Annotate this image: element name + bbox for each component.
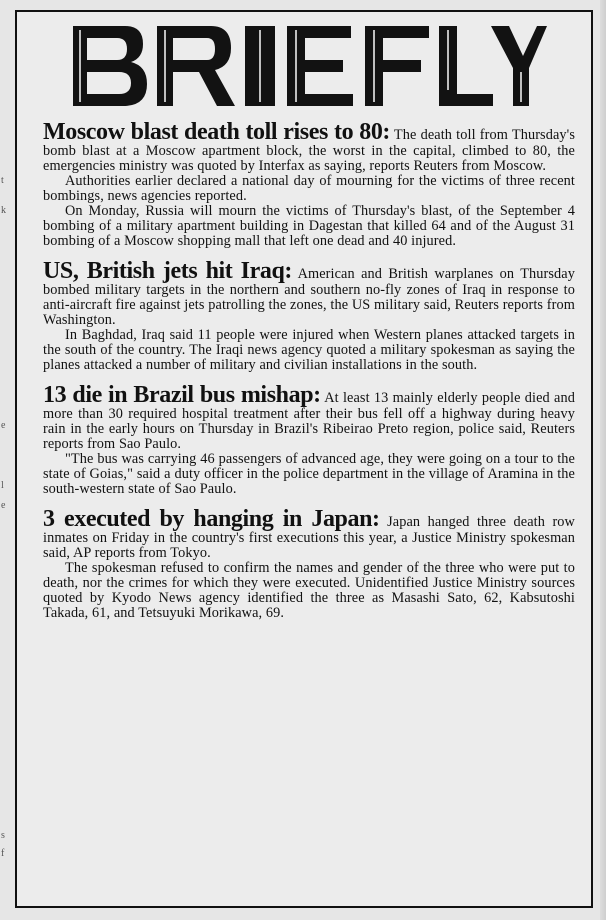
story-paragraph: The spokesman refused to confirm the names and gender of the three who were put to death, nor the crimes for which they were executed. Unidentified Justice Ministry sources quoted by Kyodo News agency identified the three as Masashi Sato, 62, Kabsutoshi Takada, 61, and Tetsuyuki Morikawa, 69. — [43, 560, 575, 621]
story-iraq — [43, 259, 575, 373]
left-margin-bleed: t k e l e s f — [1, 175, 6, 859]
masthead — [73, 20, 547, 112]
story-paragraph: On Monday, Russia will mourn the victims of Thursday's blast, of the September 4 bombing of a military apartment building in Dagestan that killed 64 and of the August 31 bombing of a Moscow shopping mall that left one dead and 40 injured. — [43, 203, 575, 249]
briefs-column — [43, 120, 575, 631]
story-lead: Japan hanged three death row inmates on Friday in the country's first executions this year, a Justice Ministry spokesman said, AP reports from Tokyo. — [43, 514, 575, 561]
story-headline: 3 executed by hanging in Japan: — [43, 506, 380, 532]
story-moscow — [43, 120, 575, 249]
story-headline: 13 die in Brazil bus mishap: — [43, 382, 321, 408]
story-brazil — [43, 383, 575, 497]
story-headline: Moscow blast death toll rises to 80: — [43, 119, 391, 145]
story-lead: At least 13 mainly elderly people died and more than 30 required hospital treatment after their bus fell off a highway during heavy rain in the early hours on Thursday in Brazil's Ribeirao Preto region, police said, Reuters reports from Sao Paulo. — [43, 390, 575, 452]
story-paragraph: Authorities earlier declared a national day of mourning for the victims of three recent bombings, news agencies reported. — [43, 173, 575, 204]
masthead-logo — [73, 20, 547, 112]
story-paragraph: "The bus was carrying 46 passengers of advanced age, they were going on a tour to the state of Goias," said a duty officer in the police department in the village of Aramina in the south-western state of Sao Paulo. — [43, 451, 575, 497]
story-lead: American and British warplanes on Thursday bombed military targets in the northern and southern no-fly zones of Iraq in response to anti-aircraft fire against jets patrolling the zones, the US military said, Reuters reports from Washington. — [43, 266, 575, 328]
right-edge-shadow — [600, 0, 606, 920]
briefly-box — [15, 10, 593, 908]
story-japan — [43, 507, 575, 621]
story-paragraph: In Baghdad, Iraq said 11 people were injured when Western planes attacked targets in the south of the country. The Iraqi news agency quoted a military spokesman as saying the planes attacked a number of military and civilian installations in the south. — [43, 327, 575, 373]
story-lead: The death toll from Thursday's bomb blast at a Moscow apartment block, the worst in the capital, climbed to 80, the emergencies ministry was quoted by Interfax as saying, reports Reuters from Moscow. — [43, 127, 575, 174]
story-headline: US, British jets hit Iraq: — [43, 258, 293, 284]
